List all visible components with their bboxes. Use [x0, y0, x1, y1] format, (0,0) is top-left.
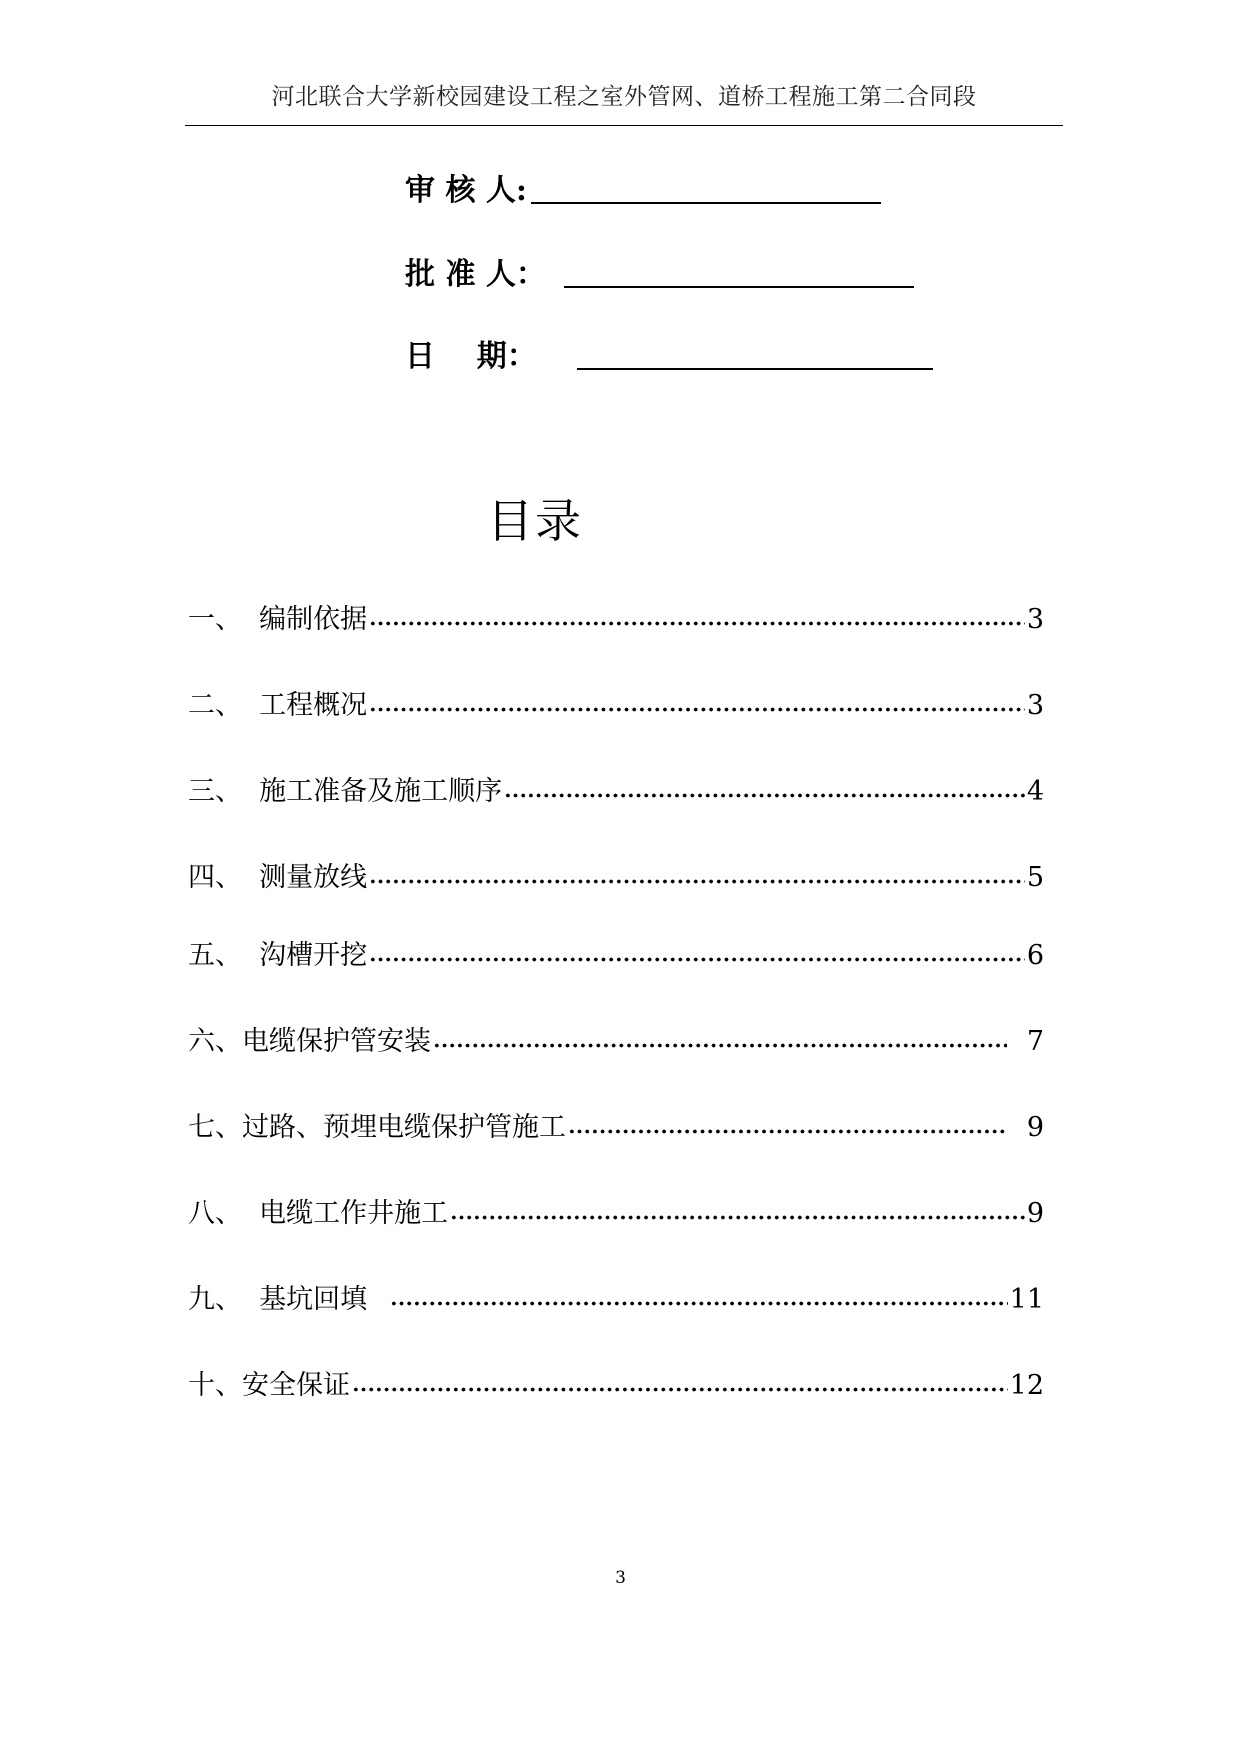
toc-entry-page: 12 [1009, 1370, 1044, 1401]
running-header: 河北联合大学新校园建设工程之室外管网、道桥工程施工第二合同段 [271, 84, 977, 110]
toc-entry-number: 十、 [188, 1370, 242, 1401]
toc-dot-leader [369, 707, 1025, 712]
toc-entry[interactable] [188, 1015, 1044, 1055]
toc-entry[interactable] [188, 1359, 1044, 1399]
header-rule [185, 125, 1063, 126]
toc-entry-page: 3 [1026, 690, 1044, 721]
toc-entry-title: 电缆保护管安装 [242, 1026, 431, 1057]
toc-entry-title: 电缆工作井施工 [259, 1198, 449, 1229]
toc-entry[interactable] [188, 765, 1044, 805]
toc-dot-leader [369, 879, 1025, 884]
toc-entry-number: 四、 [188, 862, 260, 893]
toc-dot-leader [504, 793, 1025, 798]
toc-entry-page: 6 [1026, 940, 1044, 971]
toc-entry-title: 安全保证 [242, 1370, 350, 1401]
toc-dot-leader [450, 1215, 1025, 1220]
toc-entry-title: 测量放线 [259, 862, 368, 893]
toc-entry-number: 二、 [188, 690, 260, 721]
toc-dot-leader [369, 621, 1025, 626]
toc-dot-leader [390, 1301, 1008, 1306]
toc-entry-title: 基坑回填 [259, 1284, 376, 1315]
signature-row-reviewer [405, 162, 881, 206]
toc-dot-leader [568, 1129, 1007, 1134]
signature-line-reviewer [531, 202, 881, 204]
toc-entry[interactable] [188, 1187, 1044, 1227]
toc-entry-page: 9 [1026, 1112, 1044, 1143]
toc-entry-number: 一、 [188, 604, 260, 635]
toc-entry[interactable] [188, 1101, 1044, 1141]
toc-entry[interactable] [188, 851, 1044, 891]
signature-label-date: 日 期： [405, 339, 537, 374]
toc-entry-page: 5 [1026, 862, 1044, 893]
toc-entry-page: 11 [1009, 1284, 1044, 1315]
toc-entry-number: 六、 [188, 1026, 242, 1057]
toc-entry[interactable] [188, 593, 1044, 633]
toc-entry[interactable] [188, 1273, 1044, 1313]
signature-line-date [577, 368, 933, 370]
toc-entry-page: 3 [1026, 604, 1044, 635]
toc-entry-title: 工程概况 [259, 690, 368, 721]
toc-dot-leader [352, 1387, 1008, 1392]
toc-entry-page: 9 [1026, 1198, 1044, 1229]
toc-entry-page: 4 [1026, 776, 1044, 807]
toc-entry-title: 沟槽开挖 [259, 940, 368, 971]
toc-entry[interactable] [188, 679, 1044, 719]
toc-entry-page: 7 [1026, 1026, 1044, 1057]
toc-entry-number: 五、 [188, 940, 260, 971]
toc-entry[interactable] [188, 929, 1044, 969]
toc-entry-number: 八、 [188, 1198, 260, 1229]
toc-entry-number: 七、 [188, 1112, 242, 1143]
toc-dot-leader [433, 1043, 1007, 1048]
signature-line-approver [564, 286, 914, 288]
toc-title: 目录 [487, 494, 583, 548]
signature-row-date [405, 328, 933, 372]
toc-entry-title: 编制依据 [259, 604, 368, 635]
footer-page-number: 3 [615, 1568, 626, 1588]
toc-entry-title: 过路、预埋电缆保护管施工 [242, 1112, 566, 1143]
signature-label-approver: 批 准 人： [405, 257, 546, 292]
toc-dot-leader [369, 957, 1025, 962]
signature-label-reviewer: 审 核 人: [405, 173, 527, 208]
toc-entry-number: 三、 [188, 776, 260, 807]
toc-entry-number: 九、 [188, 1284, 260, 1315]
toc-entry-title: 施工准备及施工顺序 [259, 776, 503, 807]
signature-row-approver [405, 246, 914, 290]
